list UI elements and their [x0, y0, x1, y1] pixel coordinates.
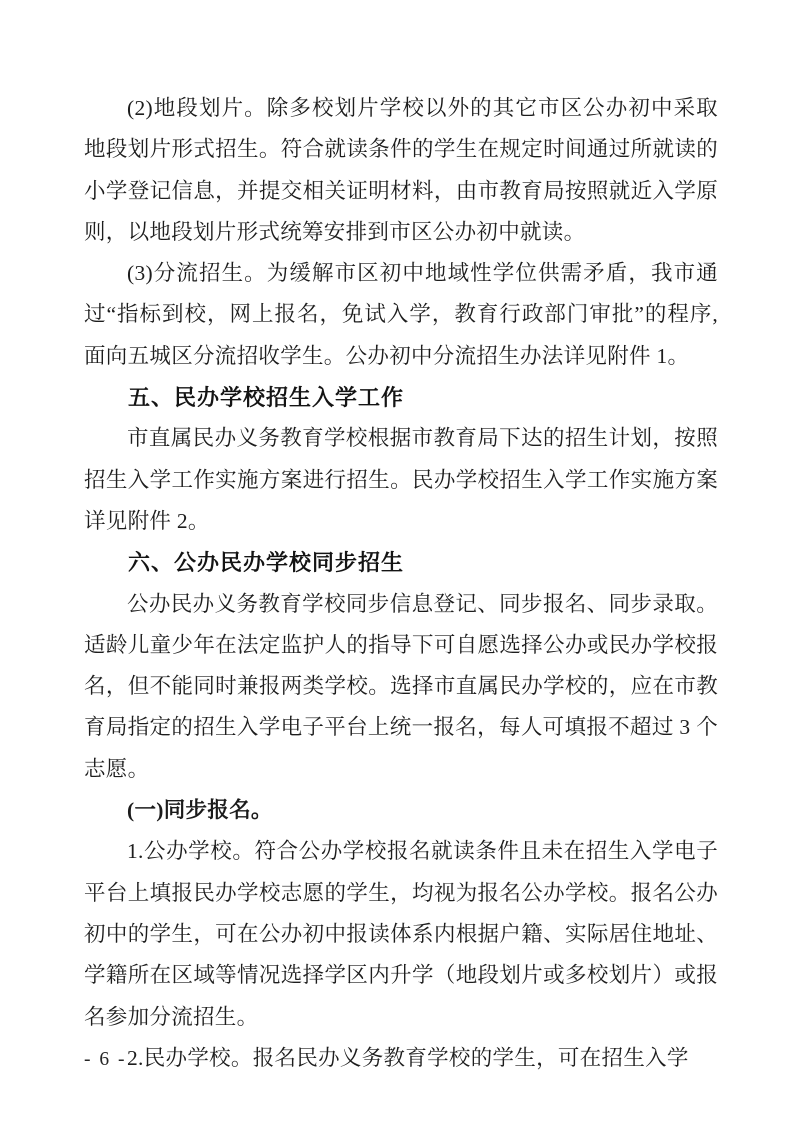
page-number: - 6 - — [84, 1049, 127, 1070]
heading-section-5-private-school-enrollment: 五、民办学校招生入学工作 — [128, 385, 405, 411]
heading-section-6-synchronized-enrollment: 六、公办民办学校同步招生 — [128, 550, 405, 576]
document-body — [84, 88, 718, 1079]
paragraph-item-1-public-schools: 1.公办学校。符合公办学校报名就读条件且未在招生入学电子平台上填报民办学校志愿的学生，均视为报名公办学校。报名公办初中的学生，可在公办初中报读体系内根据户籍、实际居住地址、学籍所在区域等情况选择学区内升学（地段划片或多校划片）或报名参加分流招生。 — [84, 839, 718, 1029]
paragraph-private-school-plan: 市直属民办义务教育学校根据市教育局下达的招生计划，按照招生入学工作实施方案进行招生。民办学校招生入学工作实施方案详见附件 2。 — [84, 426, 718, 533]
subheading-synchronized-registration: (一)同步报名。 — [127, 798, 273, 823]
paragraph-diversion-enrollment: (3)分流招生。为缓解市区初中地域性学位供需矛盾，我市通过“指标到校，网上报名，免试入学，教育行政部门审批”的程序,面向五城区分流招收学生。公办初中分流招生办法详见附件 1。 — [84, 261, 718, 368]
paragraph-synchronized-enrollment-intro: 公办民办义务教育学校同步信息登记、同步报名、同步录取。适龄儿童少年在法定监护人的指导下可自愿选择公办或民办学校报名，但不能同时兼报两类学校。选择市直属民办学校的，应在市教育局指定的招生入学电子平台上统一报名，每人可填报不超过 3 个志愿。 — [84, 591, 718, 781]
paragraph-item-2-private-schools: 2.民办学校。报名民办义务教育学校的学生，可在招生入学 — [127, 1045, 689, 1070]
paragraph-district-zoning: (2)地段划片。除多校划片学校以外的其它市区公办初中采取地段划片形式招生。符合就读条件的学生在规定时间通过所就读的小学登记信息，并提交相关证明材料，由市教育局按照就近入学原则，以地段划片形式统筹安排到市区公办初中就读。 — [84, 96, 718, 244]
